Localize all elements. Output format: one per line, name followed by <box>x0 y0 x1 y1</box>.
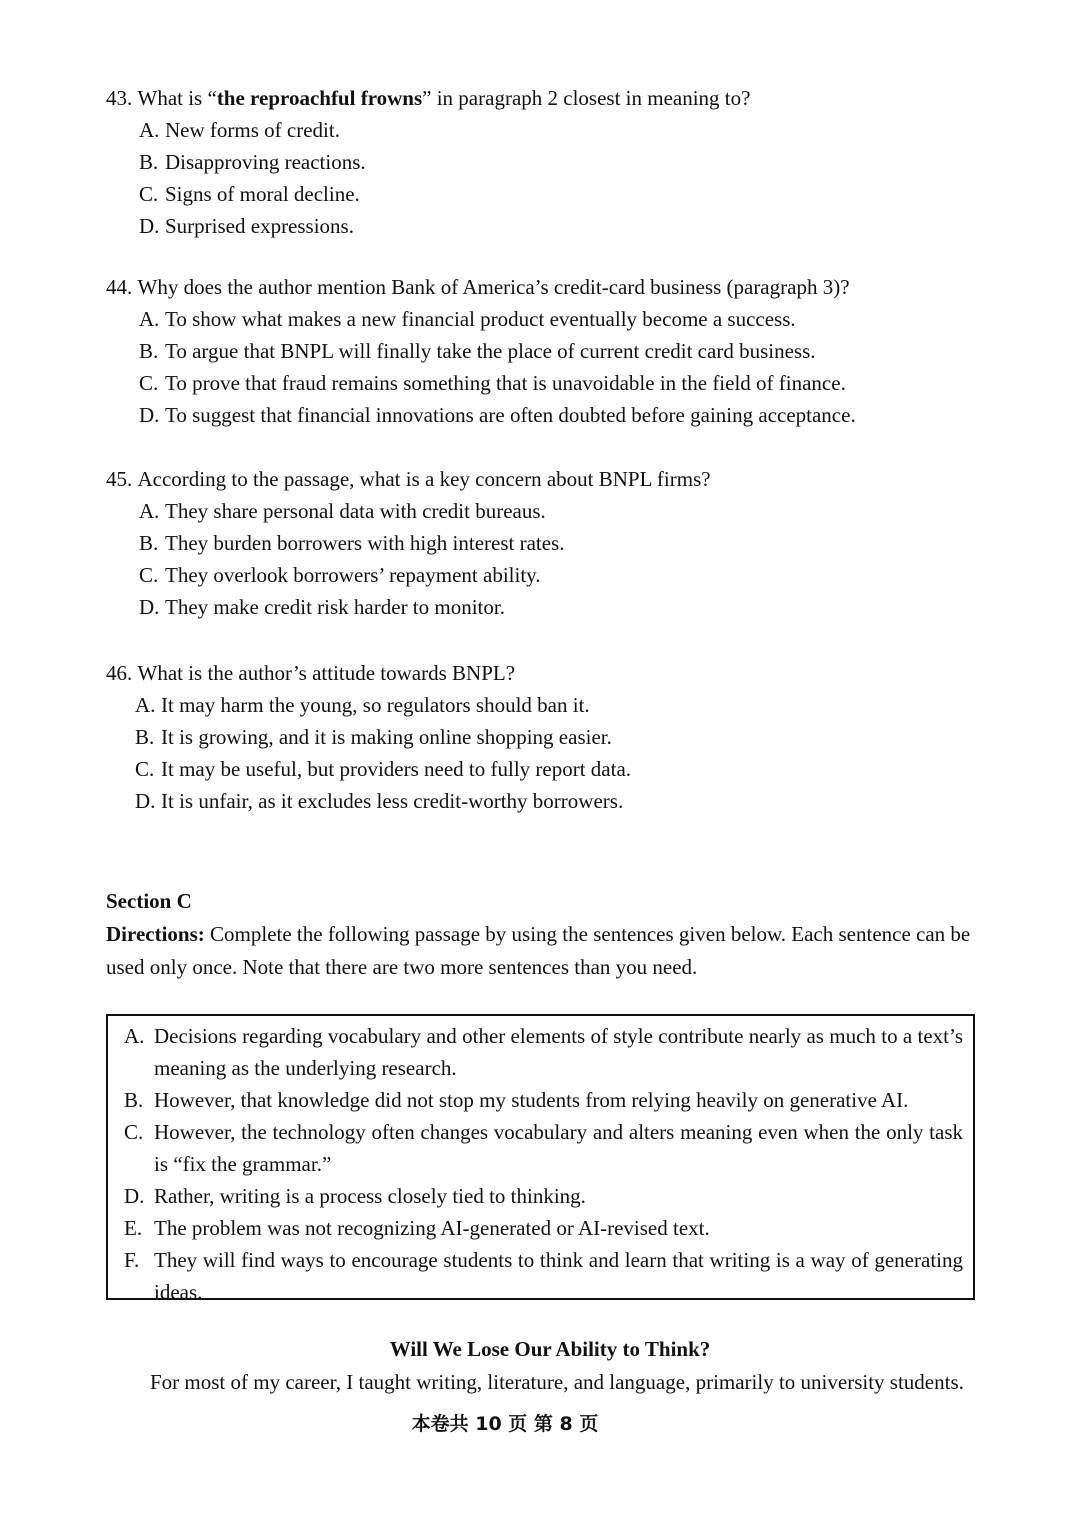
option-text: It is growing, and it is making online shopping easier. <box>161 725 612 749</box>
question-stem <box>106 82 1006 114</box>
sentence-letter: E. <box>124 1216 143 1240</box>
option-letter: A. <box>139 118 160 142</box>
question-stem <box>106 271 1006 303</box>
option-text: They make credit risk harder to monitor. <box>165 595 505 619</box>
option-letter: B. <box>139 531 159 555</box>
question-45 <box>106 463 1006 623</box>
option-d <box>135 785 1006 817</box>
page-footer: 本卷共 10 页 第 8 页 <box>411 1413 599 1435</box>
option-letter: B. <box>135 725 155 749</box>
option-c <box>139 367 1006 399</box>
option-c <box>139 178 1006 210</box>
option-text: To show what makes a new financial product eventually become a success. <box>165 307 796 331</box>
question-number: 43. <box>106 86 133 110</box>
sentence-option-d <box>124 1180 963 1212</box>
directions-text: Complete the following passage by using the sentences given below. Each sentence can be used only once. Note that there are two more sentences than you need. <box>106 922 971 979</box>
sentence-option-a <box>124 1020 963 1084</box>
option-letter: B. <box>139 339 159 363</box>
option-c <box>135 753 1006 785</box>
question-number: 45. <box>106 467 133 491</box>
stem-bold-phrase: the reproachful frowns <box>216 86 423 110</box>
option-text: It may harm the young, so regulators should ban it. <box>161 693 590 717</box>
directions-label: Directions: <box>106 922 205 946</box>
option-d <box>139 210 1006 242</box>
option-letter: A. <box>135 693 156 717</box>
option-text: They share personal data with credit bureaus. <box>165 499 546 523</box>
option-list <box>139 495 1006 623</box>
option-d <box>139 591 1006 623</box>
option-list <box>139 114 1006 242</box>
sentence-text: The problem was not recognizing AI-generated or AI-revised text. <box>154 1216 710 1240</box>
question-46 <box>106 657 1006 817</box>
option-letter: D. <box>139 403 160 427</box>
option-list <box>139 303 1006 431</box>
sentence-letter: D. <box>124 1184 145 1208</box>
sentence-letter: C. <box>124 1120 144 1144</box>
question-44 <box>106 271 1006 431</box>
stem-text: According to the passage, what is a key concern about BNPL firms? <box>137 467 711 491</box>
section-directions <box>106 918 1006 984</box>
question-number: 44. <box>106 275 133 299</box>
sentence-letter: F. <box>124 1248 140 1272</box>
option-text: They overlook borrowers’ repayment ability. <box>165 563 541 587</box>
option-letter: C. <box>135 757 155 781</box>
stem-text-after: ” in paragraph 2 closest in meaning to? <box>422 86 751 110</box>
sentence-option-f <box>124 1244 963 1308</box>
sentence-option-e <box>124 1212 963 1244</box>
option-letter: D. <box>139 595 160 619</box>
sentence-text: However, the technology often changes vocabulary and alters meaning even when the only task is “fix the grammar.” <box>154 1120 963 1176</box>
passage-first-line: For most of my career, I taught writing, literature, and language, primarily to university students. <box>150 1370 964 1394</box>
stem-text: Why does the author mention Bank of America’s credit-card business (paragraph 3)? <box>137 275 850 299</box>
sentence-option-c <box>124 1116 963 1180</box>
sentence-text: They will find ways to encourage students to think and learn that writing is a way of generating ideas. <box>154 1248 963 1304</box>
option-b <box>135 721 1006 753</box>
question-number: 46. <box>106 661 133 685</box>
question-43 <box>106 82 1006 242</box>
option-a <box>139 114 1006 146</box>
option-letter: D. <box>135 789 156 813</box>
sentence-option-b <box>124 1084 963 1116</box>
option-text: To suggest that financial innovations are often doubted before gaining acceptance. <box>165 403 856 427</box>
option-letter: C. <box>139 371 159 395</box>
option-text: New forms of credit. <box>165 118 340 142</box>
option-letter: C. <box>139 182 159 206</box>
passage-title: Will We Lose Our Ability to Think? <box>389 1337 711 1361</box>
sentence-text: However, that knowledge did not stop my students from relying heavily on generative AI. <box>154 1088 909 1112</box>
option-letter: B. <box>139 150 159 174</box>
option-text: To prove that fraud remains something that is unavoidable in the field of finance. <box>165 371 846 395</box>
sentence-letter: A. <box>124 1024 145 1048</box>
option-text: Disapproving reactions. <box>165 150 366 174</box>
option-a <box>139 303 1006 335</box>
option-text: To argue that BNPL will finally take the place of current credit card business. <box>165 339 816 363</box>
question-stem <box>106 657 1006 689</box>
section-c <box>106 885 1006 984</box>
option-d <box>139 399 1006 431</box>
option-letter: A. <box>139 307 160 331</box>
sentence-text: Rather, writing is a process closely tied to thinking. <box>154 1184 586 1208</box>
option-letter: C. <box>139 563 159 587</box>
stem-text: What is “ <box>137 86 217 110</box>
option-text: They burden borrowers with high interest rates. <box>165 531 565 555</box>
option-a <box>139 495 1006 527</box>
option-text: It is unfair, as it excludes less credit-worthy borrowers. <box>161 789 624 813</box>
option-b <box>139 146 1006 178</box>
stem-text: What is the author’s attitude towards BNPL? <box>137 661 516 685</box>
option-letter: A. <box>139 499 160 523</box>
option-text: Surprised expressions. <box>165 214 354 238</box>
sentence-text: Decisions regarding vocabulary and other elements of style contribute nearly as much to a text’s meaning as the underlying research. <box>154 1024 963 1080</box>
option-b <box>139 527 1006 559</box>
option-a <box>135 689 1006 721</box>
option-text: Signs of moral decline. <box>165 182 360 206</box>
option-b <box>139 335 1006 367</box>
option-text: It may be useful, but providers need to fully report data. <box>161 757 632 781</box>
option-list <box>135 689 1006 817</box>
option-c <box>139 559 1006 591</box>
section-heading: Section C <box>106 889 192 913</box>
sentence-letter: B. <box>124 1088 144 1112</box>
sentence-options-box <box>106 1014 975 1304</box>
option-letter: D. <box>139 214 160 238</box>
question-stem <box>106 463 1006 495</box>
